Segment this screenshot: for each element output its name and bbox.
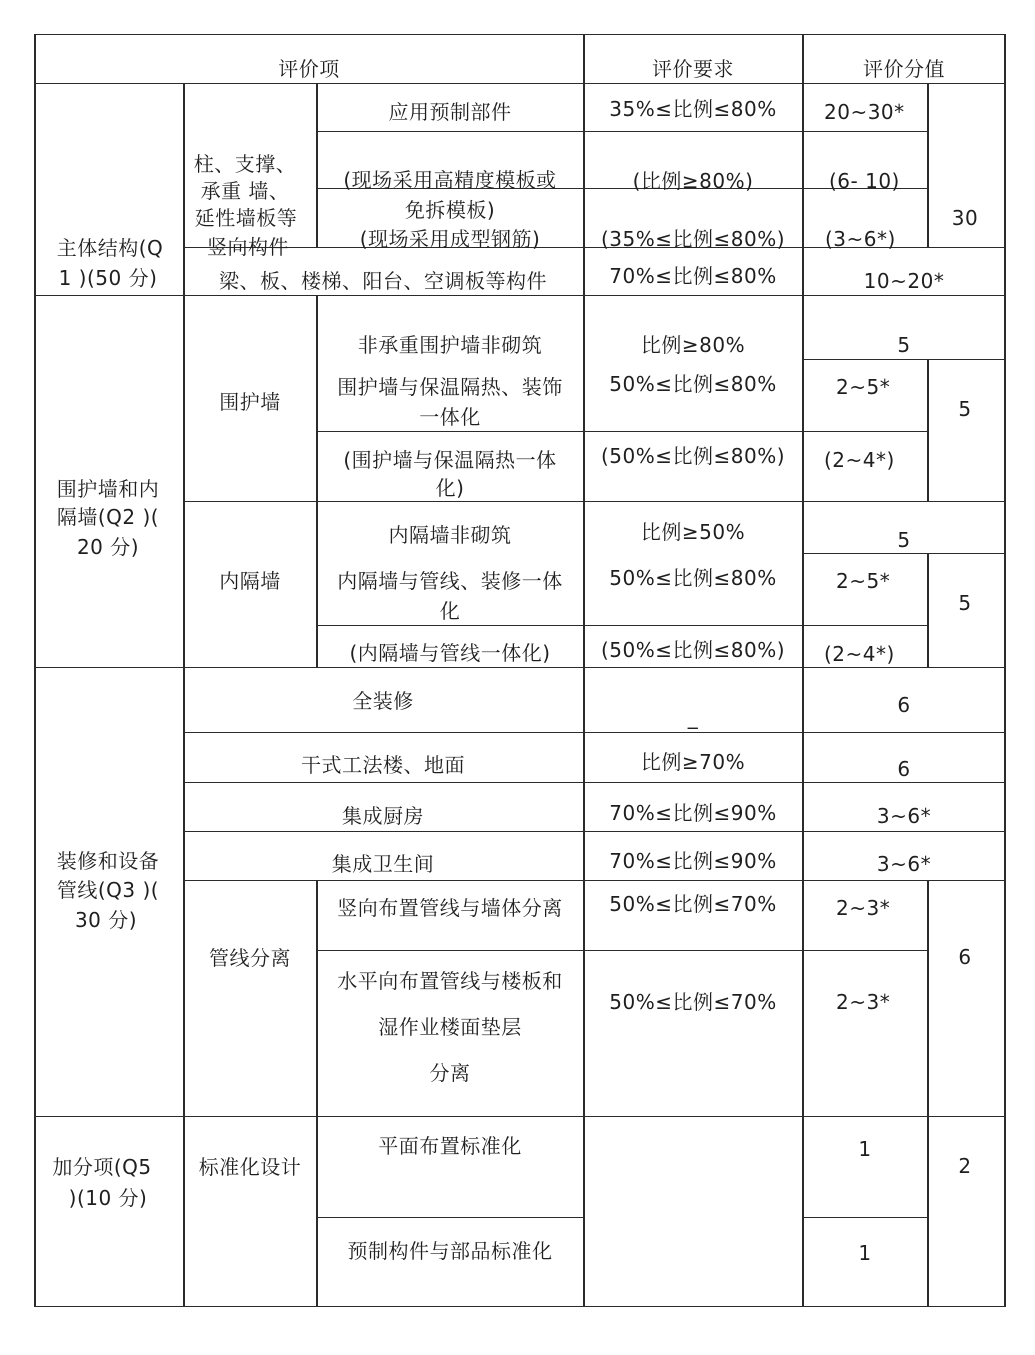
grid-line (927, 880, 929, 1307)
grid-line (316, 431, 928, 432)
partition-row-req: (50%≤比例≤80%) (600, 638, 786, 662)
grid-line (927, 359, 929, 501)
q5-label: 标准化设计 (198, 1155, 302, 1179)
enclosure-row-req: (50%≤比例≤80%) (600, 444, 786, 468)
q3-row-name: 全装修 (352, 689, 414, 713)
q5-row-score: 1 (858, 1137, 872, 1161)
q3-title: 装修和设备 (56, 849, 160, 873)
pipes-vertical-name: 竖向布置管线与墙体分离 (337, 896, 563, 920)
grid-line (316, 880, 318, 1116)
q3-row-req: 比例≥70% (640, 750, 746, 774)
enclosure-row-name: 围护墙与保温隔热、装饰 (337, 375, 563, 399)
q3-title: 30 分) (74, 908, 138, 932)
grid-line (34, 1116, 1006, 1117)
partition-total: 5 (958, 591, 972, 615)
enclosure-row-score: 2~5* (836, 375, 891, 399)
partition-label: 内隔墙 (219, 569, 281, 593)
q3-row-req: 70%≤比例≤90% (609, 801, 777, 825)
partition-row-score: (2~4*) (824, 642, 895, 666)
grid-line (183, 831, 1006, 832)
q1-vertical-label: 承重 墙、 (200, 179, 290, 203)
grid-line (183, 880, 1006, 881)
grid-line (927, 553, 929, 667)
grid-line (316, 625, 928, 626)
grid-line (183, 782, 1006, 783)
grid-line (183, 732, 1006, 733)
partition-row-name: 内隔墙与管线、装修一体 (337, 569, 563, 593)
grid-line (316, 1116, 318, 1307)
partition-row-name: 内隔墙非砌筑 (388, 523, 512, 547)
q1-vertical-label: 竖向构件 (207, 235, 289, 259)
grid-line (316, 83, 318, 247)
pipes-label: 管线分离 (209, 946, 291, 970)
header-item: 评价项 (278, 57, 340, 81)
q1-row-name: 应用预制部件 (388, 100, 512, 124)
grid-line (34, 295, 1006, 296)
q3-row-req: 70%≤比例≤90% (609, 849, 777, 873)
grid-line (316, 1217, 584, 1218)
partition-row-name: 化 (439, 599, 461, 623)
enclosure-row-name: (围护墙与保温隔热一体 (343, 448, 557, 472)
q1-title: 1 )(50 分) (58, 266, 158, 290)
header-requirement: 评价要求 (652, 57, 734, 81)
enclosure-row-req: 比例≥80% (640, 333, 746, 357)
q1-row-name: (现场采用成型钢筋) (359, 227, 541, 251)
q1-title: 主体结构(Q (56, 236, 164, 260)
grid-line (183, 83, 185, 1307)
q1-row-score: (3~6*) (825, 227, 896, 251)
grid-line (316, 950, 928, 951)
enclosure-row-name: 化) (435, 476, 465, 500)
q2-title: 围护墙和内 (56, 477, 160, 501)
enclosure-row-score: 5 (897, 333, 911, 357)
q1-total: 30 (951, 206, 979, 230)
q3-row-name: 干式工法楼、地面 (301, 753, 465, 777)
q5-row-score: 1 (858, 1241, 872, 1265)
enclosure-label: 围护墙 (219, 390, 281, 414)
enclosure-row-name: 一体化 (419, 405, 481, 429)
q1-row-score: 20~30* (824, 100, 905, 124)
q3-title: 管线(Q3 )( (56, 878, 160, 902)
q3-row-score: 6 (897, 757, 911, 781)
q1-row-req: 35%≤比例≤80% (609, 97, 777, 121)
partition-row-name: (内隔墙与管线一体化) (349, 641, 551, 665)
pipes-horizontal-name: 水平向布置管线与楼板和 (337, 969, 563, 993)
partition-row-score: 5 (897, 528, 911, 552)
partition-row-req: 50%≤比例≤80% (609, 566, 777, 590)
enclosure-row-req: 50%≤比例≤80% (609, 372, 777, 396)
pipes-horizontal-name: 分离 (429, 1061, 471, 1085)
q5-row-name: 平面布置标准化 (378, 1134, 522, 1158)
q3-row-req: _ (687, 705, 699, 729)
pipes-horizontal-name: 湿作业楼面垫层 (378, 1015, 522, 1039)
q1-row-req: (比例≥80%) (632, 169, 754, 193)
q1-row-name: (现场采用高精度模板或 (343, 168, 557, 192)
enclosure-row-name: 非承重围护墙非砌筑 (357, 333, 543, 357)
pipes-total: 6 (958, 945, 972, 969)
q5-title: 加分项(Q5 (52, 1155, 152, 1179)
q1-row-name: 免拆模板) (404, 198, 496, 222)
q1-row-score: (6- 10) (829, 169, 900, 193)
grid-line (802, 1217, 928, 1218)
q1-row-req: (35%≤比例≤80%) (600, 227, 786, 251)
q5-total: 2 (958, 1154, 972, 1178)
q3-row-score: 6 (897, 693, 911, 717)
pipes-vertical-req: 50%≤比例≤70% (609, 892, 777, 916)
q2-title: 隔墙(Q2 )( (56, 505, 160, 529)
grid-line (927, 83, 929, 247)
q5-title: )(10 分) (68, 1186, 148, 1210)
grid-line (34, 83, 1006, 84)
q1-beams-req: 70%≤比例≤80% (609, 264, 777, 288)
q1-vertical-label: 延性墙板等 (194, 206, 298, 230)
q1-beams-name: 梁、板、楼梯、阳台、空调板等构件 (219, 269, 547, 293)
q2-title: 20 分) (76, 535, 140, 559)
grid-line (183, 501, 1006, 502)
table-border-bottom (34, 1306, 1006, 1307)
q3-row-name: 集成卫生间 (331, 852, 435, 876)
grid-line (316, 131, 928, 132)
grid-line (802, 359, 1006, 360)
q1-beams-score: 10~20* (863, 269, 945, 293)
pipes-horizontal-score: 2~3* (836, 990, 891, 1014)
table-border-top (34, 34, 1006, 35)
grid-line (316, 295, 318, 667)
partition-row-score: 2~5* (836, 569, 891, 593)
q3-row-score: 3~6* (876, 852, 932, 876)
q5-row-name: 预制构件与部品标准化 (347, 1239, 553, 1263)
enclosure-total: 5 (958, 397, 972, 421)
pipes-horizontal-req: 50%≤比例≤70% (609, 990, 777, 1014)
q3-row-score: 3~6* (876, 804, 932, 828)
header-score: 评价分值 (863, 57, 945, 81)
pipes-vertical-score: 2~3* (836, 896, 891, 920)
q1-vertical-label: 柱、支撑、 (193, 152, 297, 176)
q3-row-name: 集成厨房 (342, 804, 424, 828)
enclosure-row-score: (2~4*) (824, 448, 895, 472)
partition-row-req: 比例≥50% (640, 520, 746, 544)
